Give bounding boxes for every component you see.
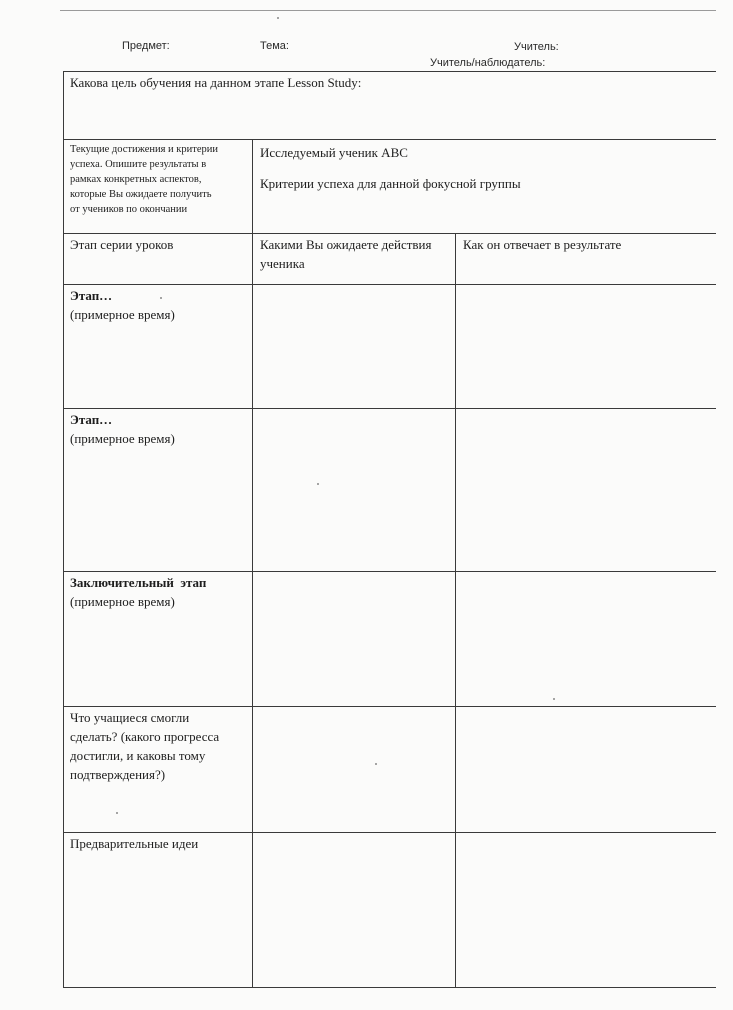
goal-question: Какова цель обучения на данном этапе Lesson Study: [70, 75, 362, 90]
column-divider [252, 139, 253, 987]
scan-speck [116, 812, 118, 814]
scan-speck [375, 763, 377, 765]
progress-line: достигли, и каковы тому [70, 748, 206, 763]
criteria-line: от учеников по окончании [70, 204, 188, 215]
final-stage-label [70, 573, 206, 611]
studied-student: Исследуемый ученик АВС [260, 145, 408, 160]
stage-title: Этап… [70, 412, 113, 427]
scan-speck [553, 698, 555, 700]
stage-time: (примерное время) [70, 594, 175, 609]
progress-line: Что учащиеся смогли [70, 710, 190, 725]
scan-speck [277, 17, 279, 19]
row-divider [63, 233, 716, 234]
stage-title: Заключительный этап [70, 575, 207, 590]
page-top-rule [60, 10, 716, 11]
table-border-bottom [63, 987, 716, 988]
focus-group-criteria: Критерии успеха для данной фокусной группы [260, 176, 521, 191]
preliminary-ideas-label: Предварительные идеи [70, 836, 199, 851]
criteria-line: успеха. Опишите результаты в [70, 159, 207, 170]
scan-speck [160, 297, 162, 299]
lesson-study-form-table [63, 71, 716, 988]
criteria-line: которые Вы ожидаете получить [70, 189, 212, 200]
row-divider [63, 139, 716, 140]
column-header-stage: Этап серии уроков [70, 237, 174, 252]
column-header-response: Как он отвечает в результате [463, 237, 622, 252]
criteria-line: рамках конкретных аспектов, [70, 174, 202, 185]
scan-speck [317, 483, 319, 485]
column-divider [455, 233, 456, 987]
stage-time: (примерное время) [70, 307, 175, 322]
column-header-line: Какими Вы ожидаете действия [260, 237, 432, 252]
criteria-description [70, 142, 250, 217]
row-divider [63, 284, 716, 285]
observer-label: Учитель/наблюдатель: [430, 57, 546, 69]
stage-title: Этап… [70, 288, 113, 303]
stage-time: (примерное время) [70, 431, 175, 446]
row-divider [63, 832, 716, 833]
subject-label: Предмет: [122, 40, 170, 52]
table-border-left [63, 71, 64, 988]
row-divider [63, 408, 716, 409]
column-header-expected-actions [260, 235, 454, 273]
stage-row-1-label [70, 286, 175, 324]
topic-label: Тема: [260, 40, 289, 52]
table-border-top [63, 71, 716, 72]
stage-row-2-label [70, 410, 175, 448]
progress-question [70, 708, 250, 784]
row-divider [63, 571, 716, 572]
criteria-line: Текущие достижения и критерии [70, 144, 219, 155]
column-header-line: ученика [260, 256, 305, 271]
teacher-label: Учитель: [514, 41, 559, 53]
progress-line: подтверждения?) [70, 767, 166, 782]
progress-line: сделать? (какого прогресса [70, 729, 220, 744]
row-divider [63, 706, 716, 707]
